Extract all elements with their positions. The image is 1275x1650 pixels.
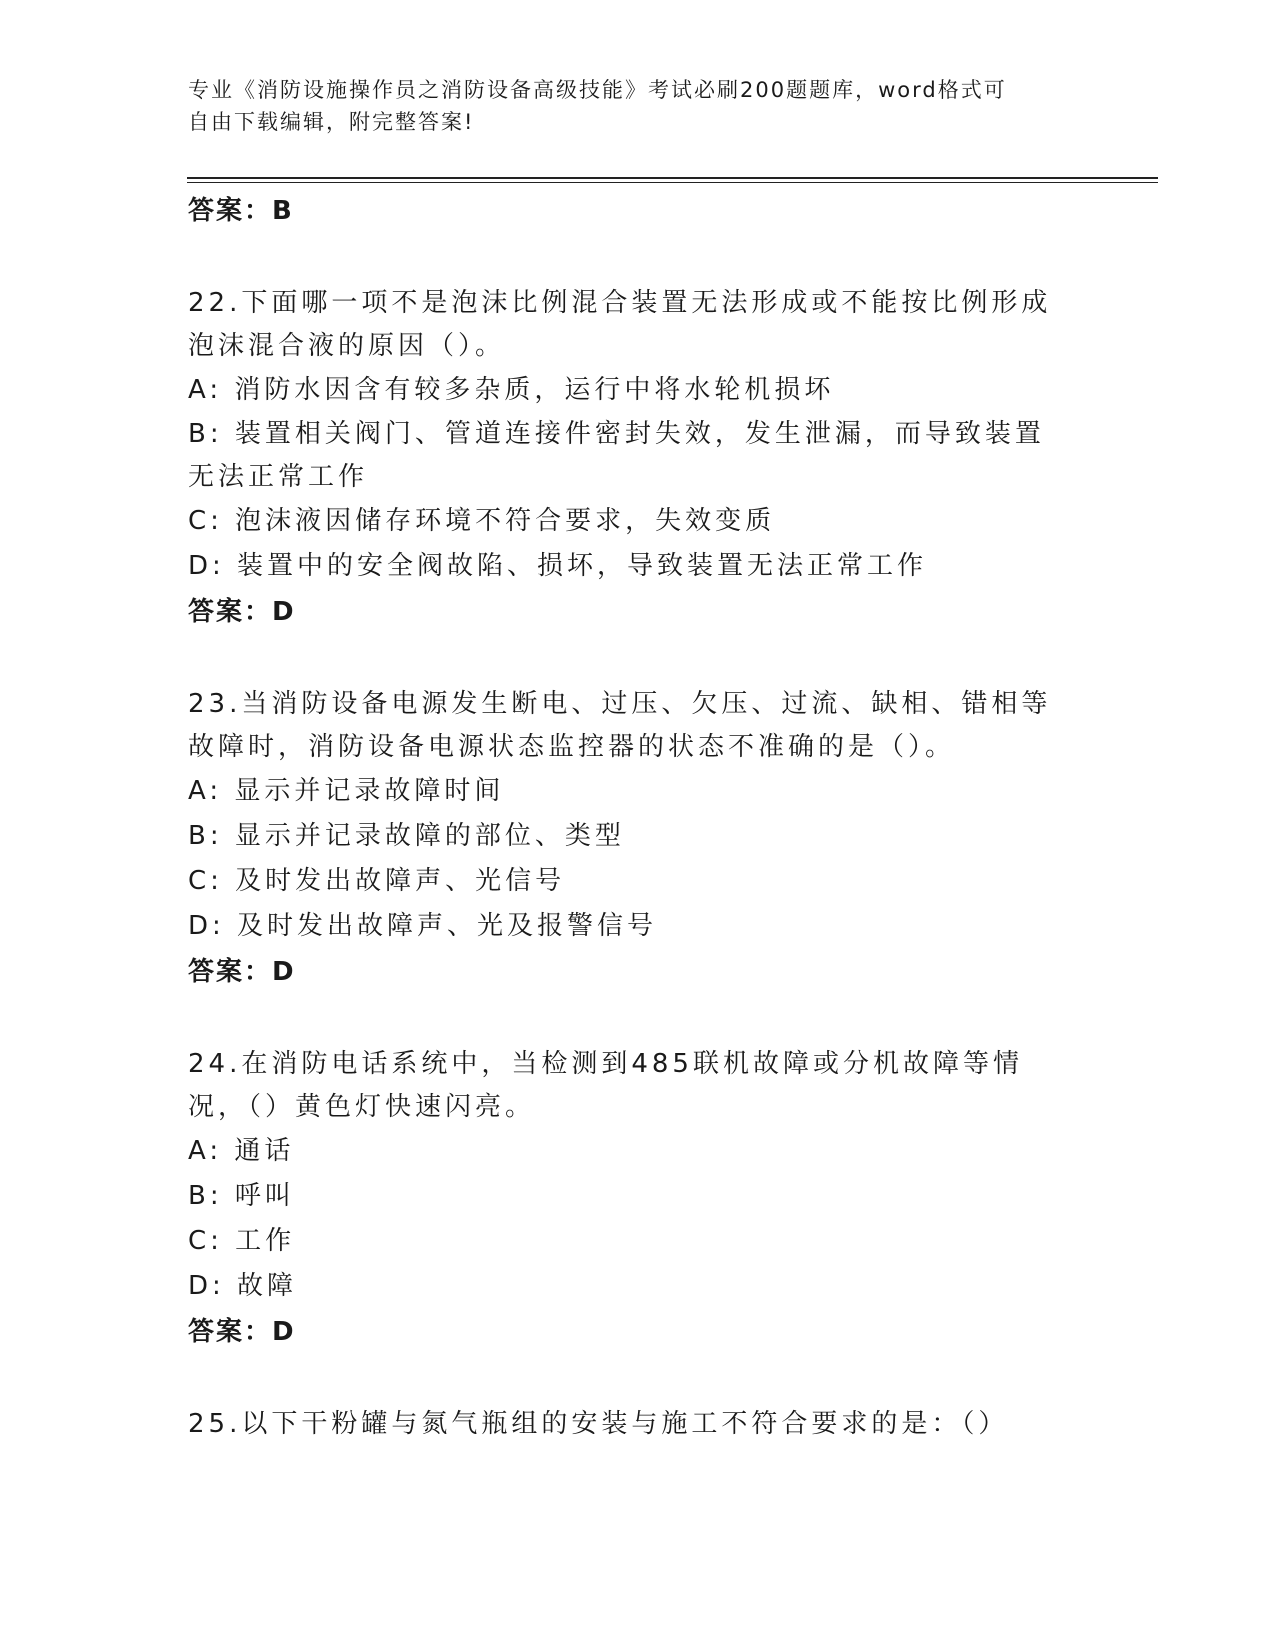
option-b: B: 装置相关阀门、管道连接件密封失效，发生泄漏，而导致装置无法正常工作 (188, 419, 1045, 492)
option-a: A: 显示并记录故障时间 (188, 776, 505, 806)
question-stem: 22.下面哪一项不是泡沫比例混合装置无法形成或不能按比例形成泡沫混合液的原因（）。 (188, 288, 1052, 361)
option-c: C: 泡沫液因储存环境不符合要求，失效变质 (188, 506, 776, 536)
option-b: B: 显示并记录故障的部位、类型 (188, 821, 625, 851)
option-a: A: 通话 (188, 1136, 295, 1166)
header-line-1: 专业《消防设施操作员之消防设备高级技能》考试必刷200题题库，word格式可 (188, 78, 1007, 102)
header-rule-thin (187, 182, 1158, 183)
option-d: D: 及时发出故障声、光及报警信号 (188, 911, 658, 941)
question-stem: 23.当消防设备电源发生断电、过压、欠压、过流、缺相、错相等故障时，消防设备电源状态监控器的状态不准确的是（）。 (188, 689, 1052, 762)
answer-line: 答案：B (188, 196, 294, 226)
question-stem: 24.在消防电话系统中，当检测到485联机故障或分机故障等情况，（）黄色灯快速闪亮。 (188, 1049, 1023, 1122)
option-c: C: 及时发出故障声、光信号 (188, 866, 566, 896)
answer-line: 答案：D (188, 1317, 296, 1347)
question-24 (188, 1043, 1068, 1355)
option-a: A: 消防水因含有较多杂质，运行中将水轮机损坏 (188, 375, 835, 405)
answer-line: 答案：D (188, 597, 296, 627)
answer-line: 答案：D (188, 957, 296, 987)
question-23 (188, 683, 1068, 995)
question-22 (188, 282, 1068, 635)
document-header (188, 74, 1068, 138)
header-line-2: 自由下载编辑，附完整答案! (188, 110, 475, 134)
header-rule-thick (187, 177, 1158, 179)
document-body (188, 188, 1068, 1446)
option-b: B: 呼叫 (188, 1181, 295, 1211)
question-stem: 25.以下干粉罐与氮气瓶组的安装与施工不符合要求的是：（） (188, 1409, 1009, 1439)
option-d: D: 故障 (188, 1271, 298, 1301)
option-d: D: 装置中的安全阀故陷、损坏，导致装置无法正常工作 (188, 551, 928, 581)
option-c: C: 工作 (188, 1226, 296, 1256)
question-25 (188, 1403, 1068, 1446)
